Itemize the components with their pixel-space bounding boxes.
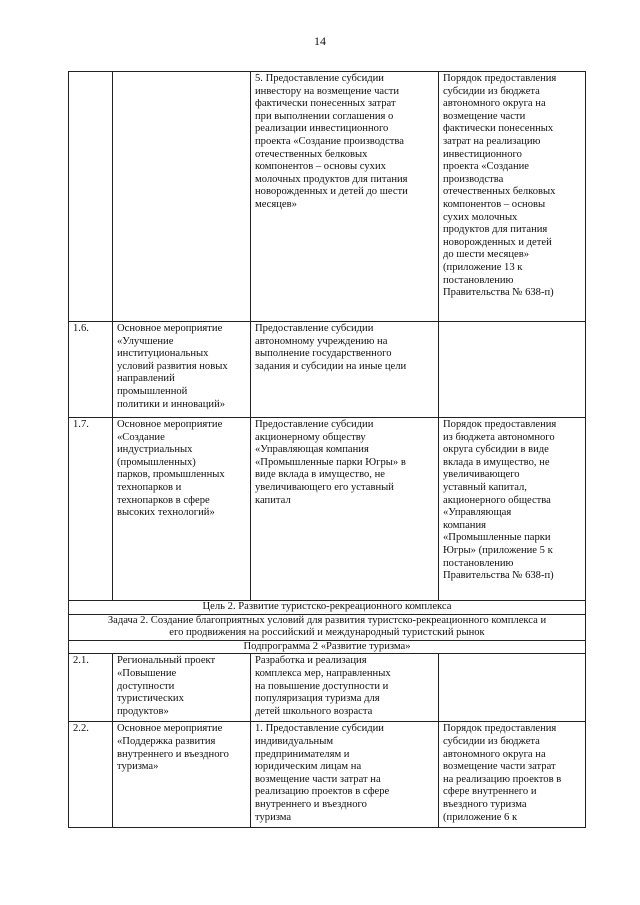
measure-cell: Предоставление субсидии акционерному обществу «Управляющая компания «Промышленные парки Югры» в виде вклада в имущество, не увеличивающего его уставный капитал	[251, 418, 439, 601]
goal-row	[69, 601, 586, 615]
measure-cell: Предоставление субсидии автономному учреждению на выполнение государственного задания и субсидии на иные цели	[251, 322, 439, 418]
activity-cell: Основное мероприятие «Улучшение институциональных условий развития новых направлений промышленной политики и инноваций»	[113, 322, 251, 418]
activity-cell: Основное мероприятие «Создание индустриальных (промышленных) парков, промышленных технопарков и технопарков в сфере высоких технологий»	[113, 418, 251, 601]
subprogram-heading: Подпрограмма 2 «Развитие туризма»	[69, 640, 586, 654]
activity-cell: Основное мероприятие «Поддержка развития внутреннего и въездного туризма»	[113, 722, 251, 828]
table-row	[69, 418, 586, 601]
task-heading: Задача 2. Создание благоприятных условий для развития туристско-рекреационного комплекса и его продвижения на российский и международный туристский рынок	[69, 614, 586, 640]
activity-cell: Региональный проект «Повышение доступности туристических продуктов»	[113, 654, 251, 722]
row-number-cell	[69, 72, 113, 322]
procedure-cell	[439, 654, 586, 722]
procedure-cell: Порядок предоставления из бюджета автономного округа субсидии в виде вклада в имущество, не увеличивающего уставный капитал, акционерного общества «Управляющая компания «Промышленные парки Югры» (приложение 5 к постановлению Правительства № 638-п)	[439, 418, 586, 601]
row-number-cell: 2.1.	[69, 654, 113, 722]
row-number-cell: 1.7.	[69, 418, 113, 601]
procedure-cell	[439, 322, 586, 418]
program-table	[68, 71, 586, 828]
procedure-cell: Порядок предоставления субсидии из бюджета автономного округа на возмещение части затрат на реализацию проектов в сфере внутреннего и въездного туризма (приложение 6 к	[439, 722, 586, 828]
page-number: 14	[314, 34, 326, 48]
measure-cell: 5. Предоставление субсидии инвестору на возмещение части фактически понесенных затрат при выполнении соглашения о реализации инвестиционного проекта «Создание производства отечественных белковых компонентов – основы сухих молочных продуктов для питания новорожденных и детей до шести месяцев»	[251, 72, 439, 322]
task-row	[69, 614, 586, 640]
activity-cell	[113, 72, 251, 322]
measure-cell: 1. Предоставление субсидии индивидуальным предпринимателям и юридическим лицам на возмещение части затрат на реализацию проектов в сфере внутреннего и въездного туризма	[251, 722, 439, 828]
table-row	[69, 722, 586, 828]
procedure-cell: Порядок предоставления субсидии из бюджета автономного округа на возмещение части фактически понесенных затрат на реализацию инвестиционного проекта «Создание производства отечественных белковых компонентов – основы сухих молочных продуктов для питания новорожденных и детей до шести месяцев» (приложение 13 к постановлению Правительства № 638-п)	[439, 72, 586, 322]
table-row	[69, 654, 586, 722]
row-number-cell: 2.2.	[69, 722, 113, 828]
row-number-cell: 1.6.	[69, 322, 113, 418]
table-row	[69, 72, 586, 322]
measure-cell: Разработка и реализация комплекса мер, направленных на повышение доступности и популяризация туризма для детей школьного возраста	[251, 654, 439, 722]
table-row	[69, 322, 586, 418]
goal-heading: Цель 2. Развитие туристско-рекреационного комплекса	[69, 601, 586, 615]
subprogram-row	[69, 640, 586, 654]
